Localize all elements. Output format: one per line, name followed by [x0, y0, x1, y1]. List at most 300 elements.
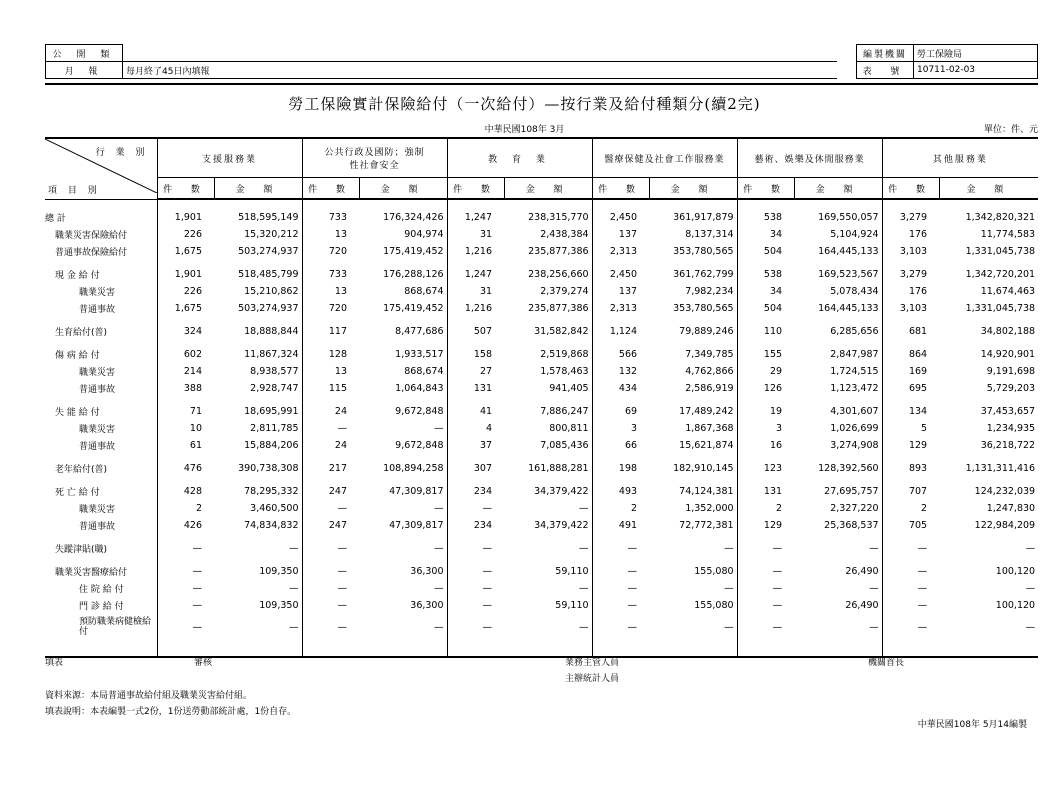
- table-row: [45, 540, 1038, 557]
- amount-cell: 2,519,868: [540, 349, 589, 360]
- amount-cell: —: [434, 423, 444, 434]
- count-cell: 1,901: [157, 209, 214, 226]
- count-cell: —: [157, 563, 214, 580]
- count-cell: 388: [157, 380, 214, 397]
- count-cell: 493: [592, 483, 649, 500]
- count-cell: 31: [447, 226, 504, 243]
- unit-label: 單位：件、元: [983, 125, 1038, 135]
- row-label: 普通事故: [79, 385, 116, 395]
- amount-cell: 390,738,308: [238, 463, 299, 474]
- amount-cell: 235,877,386: [528, 246, 589, 257]
- count-header: 件 數: [592, 178, 649, 200]
- sub-header-row: [45, 178, 1038, 200]
- amount-header: 金 額: [939, 178, 1038, 200]
- compiled-date: 中華民國108年 5月14編製: [917, 720, 1027, 730]
- amount-cell: 36,300: [410, 600, 444, 611]
- table-row: [45, 243, 1038, 260]
- count-cell: 324: [157, 323, 214, 340]
- industry-header: 教 育 業: [447, 138, 592, 178]
- count-cell: —: [737, 540, 794, 557]
- form-no-label: 表 號: [857, 62, 914, 79]
- amount-cell: 15,621,874: [679, 440, 734, 451]
- amount-cell: 155,080: [694, 600, 734, 611]
- amount-cell: 100,120: [995, 600, 1036, 611]
- table-row: [45, 563, 1038, 580]
- count-cell: 602: [157, 346, 214, 363]
- count-cell: —: [737, 563, 794, 580]
- row-label: 職業災害保險給付: [55, 231, 128, 241]
- amount-cell: 36,218,722: [980, 440, 1036, 451]
- count-cell: 3: [592, 420, 649, 437]
- row-label: 死 亡 給 付: [55, 488, 100, 498]
- count-cell: —: [882, 597, 939, 614]
- count-cell: 24: [302, 403, 359, 420]
- review-label: 審核: [194, 658, 213, 668]
- row-label: 失蹤津貼(職): [55, 545, 108, 555]
- count-cell: 1,124: [592, 323, 649, 340]
- amount-cell: 27,695,757: [824, 486, 879, 497]
- amount-cell: 3,460,500: [250, 503, 299, 514]
- count-cell: 491: [592, 517, 649, 534]
- amount-cell: 109,350: [259, 600, 299, 611]
- amount-cell: 8,938,577: [250, 366, 299, 377]
- count-cell: 3,279: [882, 266, 939, 283]
- count-cell: 2: [737, 500, 794, 517]
- count-cell: —: [302, 614, 359, 640]
- report-deadline: 每月終了45日內填報: [123, 62, 838, 79]
- count-cell: 1,216: [447, 300, 504, 317]
- count-cell: 3,103: [882, 243, 939, 260]
- count-cell: 566: [592, 346, 649, 363]
- count-cell: 217: [302, 460, 359, 477]
- amount-cell: 164,445,133: [818, 303, 879, 314]
- table-row: [45, 346, 1038, 363]
- amount-cell: 238,256,660: [528, 269, 589, 280]
- count-cell: 134: [882, 403, 939, 420]
- amount-cell: 2,379,274: [540, 286, 589, 297]
- count-cell: 2,313: [592, 243, 649, 260]
- row-label: 職業災害醫療給付: [55, 568, 128, 578]
- amount-cell: 1,578,463: [540, 366, 589, 377]
- amount-cell: 47,309,817: [389, 486, 444, 497]
- agency-value: 勞工保險局: [914, 45, 1038, 62]
- amount-cell: 9,672,848: [395, 440, 444, 451]
- industry-header: 其他服務業: [882, 138, 1038, 178]
- table-row: [45, 483, 1038, 500]
- table-row: [45, 597, 1038, 614]
- count-cell: —: [592, 580, 649, 597]
- count-cell: —: [447, 614, 504, 640]
- amount-cell: 5,104,924: [830, 229, 879, 240]
- amount-cell: —: [724, 543, 734, 554]
- amount-cell: —: [1025, 543, 1036, 554]
- count-cell: 426: [157, 517, 214, 534]
- count-cell: 434: [592, 380, 649, 397]
- count-cell: 176: [882, 226, 939, 243]
- amount-cell: 31,582,842: [534, 326, 589, 337]
- count-cell: 2: [157, 500, 214, 517]
- count-cell: 115: [302, 380, 359, 397]
- count-cell: —: [592, 563, 649, 580]
- table-row: [45, 437, 1038, 454]
- count-cell: 27: [447, 363, 504, 380]
- row-label: 職業災害: [79, 288, 116, 298]
- count-cell: 720: [302, 300, 359, 317]
- table-row: [45, 460, 1038, 477]
- industry-header: 公共行政及國防；強制性社會安全: [302, 138, 447, 178]
- count-cell: 69: [592, 403, 649, 420]
- count-cell: 5: [882, 420, 939, 437]
- amount-cell: 11,674,463: [980, 286, 1036, 297]
- amount-cell: —: [869, 621, 879, 633]
- count-cell: —: [592, 540, 649, 557]
- amount-cell: 1,352,000: [685, 503, 734, 514]
- amount-cell: 11,774,583: [980, 229, 1036, 240]
- item-corner-label: 項 目 別: [48, 185, 101, 196]
- count-cell: 733: [302, 209, 359, 226]
- fill-note: 填表說明：本表編製一式2份，1份送勞動部統計處，1份自存。: [45, 707, 297, 717]
- amount-cell: 238,315,770: [528, 212, 589, 223]
- count-cell: 19: [737, 403, 794, 420]
- amount-cell: 15,884,206: [244, 440, 299, 451]
- count-cell: 16: [737, 437, 794, 454]
- monthly-label: 月 報: [46, 62, 123, 79]
- row-label: 普通事故: [79, 442, 116, 452]
- count-cell: 110: [737, 323, 794, 340]
- count-cell: 2,450: [592, 209, 649, 226]
- page-title: 勞工保險實計保險給付（一次給付）—按行業及給付種類分(續2完): [288, 95, 761, 113]
- amount-cell: 59,110: [555, 600, 589, 611]
- count-cell: 13: [302, 363, 359, 380]
- amount-cell: 7,349,785: [685, 349, 734, 360]
- row-label: 老年給付(普): [55, 465, 108, 475]
- amount-cell: 1,247,830: [986, 503, 1036, 514]
- count-cell: —: [447, 597, 504, 614]
- amount-cell: 3,274,908: [830, 440, 879, 451]
- count-cell: 131: [737, 483, 794, 500]
- amount-cell: 2,438,384: [540, 229, 589, 240]
- count-cell: 1,247: [447, 209, 504, 226]
- count-cell: —: [302, 597, 359, 614]
- row-label: 門 診 給 付: [79, 602, 124, 612]
- row-label: 普通事故: [79, 522, 116, 532]
- amount-cell: 4,762,866: [685, 366, 734, 377]
- count-cell: —: [302, 500, 359, 517]
- count-cell: —: [737, 597, 794, 614]
- amount-cell: 1,234,935: [986, 423, 1036, 434]
- amount-cell: 1,342,720,201: [965, 269, 1036, 280]
- amount-cell: 124,232,039: [974, 486, 1036, 497]
- amount-cell: —: [1025, 621, 1036, 633]
- amount-cell: 79,889,246: [679, 326, 734, 337]
- count-cell: 705: [882, 517, 939, 534]
- report-period: 中華民國108年 3月: [484, 125, 565, 135]
- row-label: 住 院 給 付: [79, 585, 124, 595]
- amount-cell: 2,847,987: [830, 349, 879, 360]
- count-cell: 198: [592, 460, 649, 477]
- count-cell: 1,675: [157, 300, 214, 317]
- count-cell: 24: [302, 437, 359, 454]
- count-cell: 247: [302, 517, 359, 534]
- row-label: 總 計: [45, 214, 66, 224]
- count-cell: —: [157, 540, 214, 557]
- count-cell: —: [157, 614, 214, 640]
- count-cell: 158: [447, 346, 504, 363]
- row-label: 普通事故保險給付: [55, 248, 128, 258]
- count-cell: —: [592, 614, 649, 640]
- amount-cell: 800,811: [549, 423, 589, 434]
- count-cell: 733: [302, 266, 359, 283]
- amount-header: 金 額: [214, 178, 302, 200]
- table-row: [45, 380, 1038, 397]
- count-cell: —: [882, 614, 939, 640]
- public-label: 公 開 類: [46, 45, 123, 62]
- amount-cell: —: [434, 543, 444, 554]
- table-row: [45, 209, 1038, 226]
- count-cell: 129: [882, 437, 939, 454]
- amount-cell: 72,772,381: [679, 520, 734, 531]
- table-row: [45, 363, 1038, 380]
- amount-cell: —: [434, 503, 444, 514]
- count-cell: 538: [737, 209, 794, 226]
- row-label: 職業災害: [79, 505, 116, 515]
- row-label: 職業災害: [79, 368, 116, 378]
- count-cell: 66: [592, 437, 649, 454]
- agency-label: 編製機關: [857, 45, 914, 62]
- row-label: 普通事故: [79, 305, 116, 315]
- count-cell: 234: [447, 483, 504, 500]
- fill-by-label: 填表: [45, 658, 64, 668]
- count-cell: 129: [737, 517, 794, 534]
- count-cell: 234: [447, 517, 504, 534]
- amount-cell: 169,523,567: [818, 269, 879, 280]
- amount-cell: 4,301,607: [830, 406, 879, 417]
- chief-stats-label: 主辦統計人員: [565, 674, 620, 684]
- count-cell: —: [882, 540, 939, 557]
- amount-cell: 100,120: [995, 566, 1036, 577]
- count-cell: 707: [882, 483, 939, 500]
- table-row: [45, 614, 1038, 640]
- count-cell: 34: [737, 283, 794, 300]
- count-cell: 2: [592, 500, 649, 517]
- count-cell: 538: [737, 266, 794, 283]
- amount-cell: 128,392,560: [818, 463, 879, 474]
- amount-cell: 18,695,991: [244, 406, 299, 417]
- count-cell: 10: [157, 420, 214, 437]
- amount-cell: 5,729,203: [986, 383, 1036, 394]
- data-table: [45, 137, 1038, 658]
- count-cell: 504: [737, 243, 794, 260]
- amount-cell: 1,724,515: [830, 366, 879, 377]
- count-cell: 1,216: [447, 243, 504, 260]
- amount-cell: —: [579, 583, 589, 594]
- amount-cell: 1,331,045,738: [965, 246, 1036, 257]
- table-row: [45, 580, 1038, 597]
- count-cell: —: [302, 563, 359, 580]
- industry-corner-label: 行 業 別: [95, 148, 149, 158]
- count-cell: 1,247: [447, 266, 504, 283]
- amount-cell: 361,917,879: [673, 212, 734, 223]
- count-cell: 137: [592, 226, 649, 243]
- amount-cell: 7,982,234: [685, 286, 734, 297]
- count-cell: 504: [737, 300, 794, 317]
- amount-cell: 155,080: [694, 566, 734, 577]
- count-cell: 13: [302, 283, 359, 300]
- table-row: [45, 283, 1038, 300]
- count-cell: 695: [882, 380, 939, 397]
- amount-header: 金 額: [794, 178, 882, 200]
- amount-cell: 1,064,843: [395, 383, 444, 394]
- amount-cell: 941,405: [549, 383, 589, 394]
- amount-cell: 353,780,565: [673, 246, 734, 257]
- amount-cell: 175,419,452: [383, 303, 444, 314]
- count-cell: —: [302, 580, 359, 597]
- amount-cell: 7,085,436: [540, 440, 589, 451]
- amount-cell: —: [724, 621, 734, 633]
- amount-cell: —: [289, 621, 299, 633]
- count-cell: 476: [157, 460, 214, 477]
- amount-cell: 47,309,817: [389, 520, 444, 531]
- count-cell: —: [157, 597, 214, 614]
- count-cell: 29: [737, 363, 794, 380]
- amount-cell: —: [579, 621, 589, 633]
- amount-cell: —: [434, 621, 444, 633]
- count-cell: —: [882, 563, 939, 580]
- amount-cell: 15,320,212: [244, 229, 299, 240]
- count-cell: 720: [302, 243, 359, 260]
- count-cell: 71: [157, 403, 214, 420]
- count-cell: 226: [157, 226, 214, 243]
- amount-cell: —: [869, 543, 879, 554]
- row-label: 現 金 給 付: [55, 271, 100, 281]
- industry-header: 醫療保健及社會工作服務業: [592, 138, 737, 178]
- amount-cell: 235,877,386: [528, 303, 589, 314]
- data-source: 資料來源：本局普通事故給付組及職業災害給付組。: [45, 691, 253, 701]
- amount-cell: 74,834,832: [244, 520, 299, 531]
- count-cell: 893: [882, 460, 939, 477]
- table-body: [45, 199, 1038, 657]
- table-row: [45, 266, 1038, 283]
- count-cell: —: [882, 580, 939, 597]
- count-cell: 123: [737, 460, 794, 477]
- count-cell: 128: [302, 346, 359, 363]
- amount-cell: 34,379,422: [534, 486, 589, 497]
- amount-cell: 108,894,258: [383, 463, 444, 474]
- amount-cell: 36,300: [410, 566, 444, 577]
- supervisor-label: 業務主管人員: [565, 658, 620, 668]
- amount-cell: 182,910,145: [673, 463, 734, 474]
- table-row: [45, 226, 1038, 243]
- row-label: 生育給付(普): [55, 328, 108, 338]
- count-cell: —: [447, 540, 504, 557]
- count-cell: 3: [737, 420, 794, 437]
- count-cell: 1,901: [157, 266, 214, 283]
- amount-cell: 503,274,937: [238, 246, 299, 257]
- amount-cell: 904,974: [404, 229, 444, 240]
- count-cell: 31: [447, 283, 504, 300]
- count-cell: 2,313: [592, 300, 649, 317]
- count-cell: —: [447, 580, 504, 597]
- header-left-box: [45, 44, 837, 79]
- amount-cell: 8,477,686: [395, 326, 444, 337]
- form-no-value: 10711-02-03: [914, 62, 1038, 79]
- amount-cell: 8,137,314: [685, 229, 734, 240]
- amount-cell: 15,210,862: [244, 286, 299, 297]
- amount-cell: 37,453,657: [980, 406, 1036, 417]
- count-header: 件 數: [882, 178, 939, 200]
- amount-cell: 9,672,848: [395, 406, 444, 417]
- amount-cell: 2,928,747: [250, 383, 299, 394]
- amount-cell: 18,888,844: [244, 326, 299, 337]
- count-header: 件 數: [157, 178, 214, 200]
- count-cell: 155: [737, 346, 794, 363]
- amount-cell: —: [579, 503, 589, 514]
- count-cell: 226: [157, 283, 214, 300]
- count-cell: 2,450: [592, 266, 649, 283]
- corner-cell: [45, 138, 157, 199]
- count-cell: 428: [157, 483, 214, 500]
- table-row: [45, 403, 1038, 420]
- amount-cell: 1,933,517: [395, 349, 444, 360]
- amount-cell: 78,295,332: [244, 486, 299, 497]
- count-cell: —: [302, 540, 359, 557]
- header-right-box: [856, 44, 1038, 79]
- amount-cell: —: [434, 583, 444, 594]
- table-row: [45, 323, 1038, 340]
- count-cell: 34: [737, 226, 794, 243]
- row-label: 失 能 給 付: [55, 408, 100, 418]
- count-cell: 1,675: [157, 243, 214, 260]
- amount-cell: 109,350: [259, 566, 299, 577]
- amount-cell: 1,026,699: [830, 423, 879, 434]
- count-cell: —: [737, 614, 794, 640]
- amount-header: 金 額: [649, 178, 737, 200]
- count-cell: —: [302, 420, 359, 437]
- amount-cell: 26,490: [845, 566, 879, 577]
- row-label: 職業災害: [79, 425, 116, 435]
- amount-cell: 6,285,656: [830, 326, 879, 337]
- amount-cell: 25,368,537: [824, 520, 879, 531]
- count-cell: 247: [302, 483, 359, 500]
- amount-header: 金 額: [504, 178, 592, 200]
- count-cell: 307: [447, 460, 504, 477]
- spacer-row: [45, 199, 1038, 209]
- amount-cell: 9,191,698: [986, 366, 1036, 377]
- amount-cell: 122,984,209: [974, 520, 1036, 531]
- amount-cell: 176,288,126: [383, 269, 444, 280]
- count-cell: 176: [882, 283, 939, 300]
- amount-cell: 11,867,324: [244, 349, 299, 360]
- amount-cell: 176,324,426: [383, 212, 444, 223]
- row-label: 預防職業病健檢給付: [79, 617, 152, 637]
- amount-cell: —: [724, 583, 734, 594]
- count-cell: 214: [157, 363, 214, 380]
- amount-cell: 169,550,057: [818, 212, 879, 223]
- count-cell: 37: [447, 437, 504, 454]
- count-cell: 507: [447, 323, 504, 340]
- table-row: [45, 517, 1038, 534]
- amount-header: 金 額: [359, 178, 447, 200]
- count-cell: 864: [882, 346, 939, 363]
- count-cell: 41: [447, 403, 504, 420]
- count-cell: 137: [592, 283, 649, 300]
- count-header: 件 數: [447, 178, 504, 200]
- amount-cell: 1,331,045,738: [965, 303, 1036, 314]
- amount-cell: 17,489,242: [679, 406, 734, 417]
- count-cell: 13: [302, 226, 359, 243]
- amount-cell: 503,274,937: [238, 303, 299, 314]
- amount-cell: —: [1025, 583, 1036, 594]
